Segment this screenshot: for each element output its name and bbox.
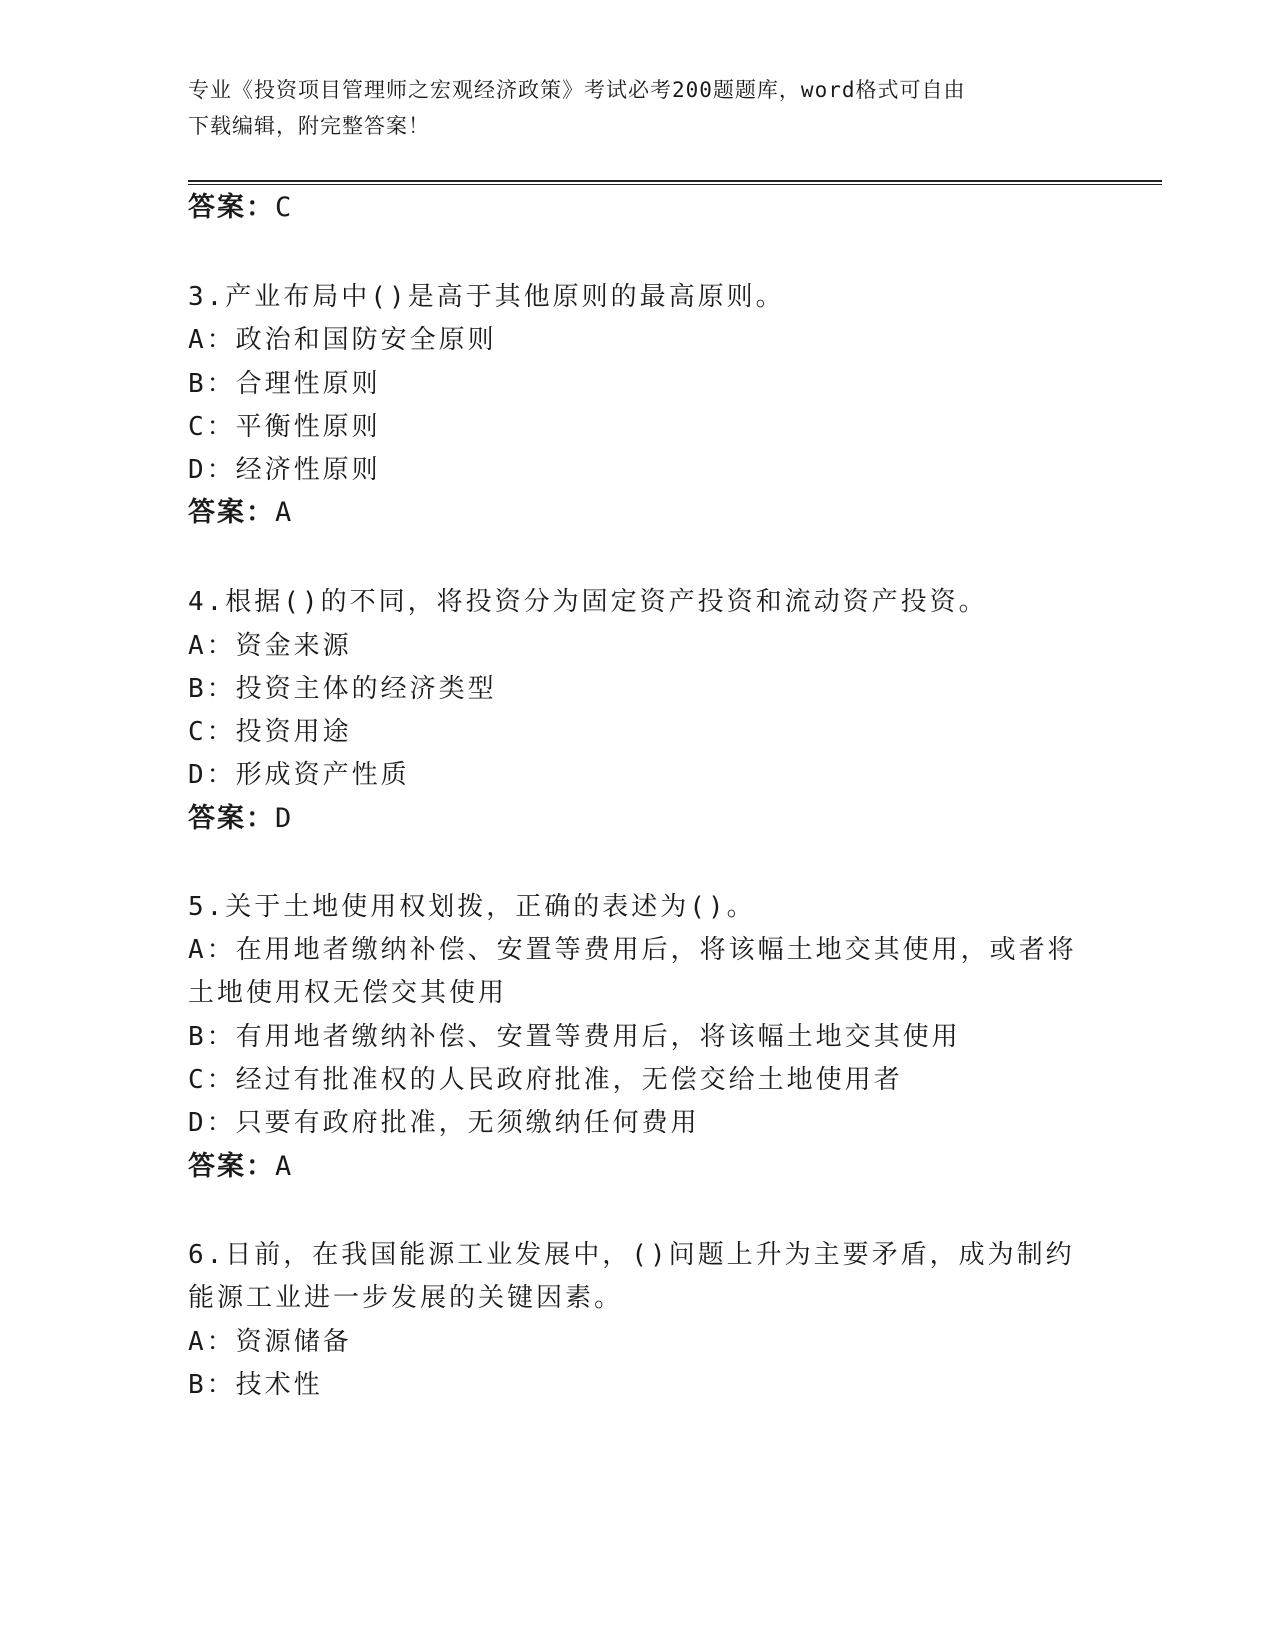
question-5-option-a: A：在用地者缴纳补偿、安置等费用后，将该幅土地交其使用，或者将 xyxy=(188,935,1077,965)
question-4-stem: 4.根据()的不同，将投资分为固定资产投资和流动资产投资。 xyxy=(188,587,988,617)
answer-label: 答案： xyxy=(188,1151,275,1182)
question-5-option-a-cont: 土地使用权无偿交其使用 xyxy=(188,978,508,1008)
question-4-option-c: C：投资用途 xyxy=(188,717,352,747)
answer-value: C xyxy=(275,192,294,223)
answer-label: 答案： xyxy=(188,497,275,528)
header-divider-thin xyxy=(188,184,1162,185)
question-6-stem-cont: 能源工业进一步发展的关键因素。 xyxy=(188,1283,624,1313)
answer-value: A xyxy=(275,1151,294,1182)
question-6-option-a: A：资源储备 xyxy=(188,1327,352,1357)
answer-label: 答案： xyxy=(188,803,275,834)
document-header xyxy=(188,72,1088,144)
question-3-option-a: A：政治和国防安全原则 xyxy=(188,325,497,355)
header-line-1: 专业《投资项目管理师之宏观经济政策》考试必考200题题库，word格式可自由 xyxy=(188,78,966,102)
header-divider xyxy=(188,180,1162,182)
question-5-option-b: B：有用地者缴纳补偿、安置等费用后，将该幅土地交其使用 xyxy=(188,1022,961,1052)
question-3-stem: 3.产业布局中()是高于其他原则的最高原则。 xyxy=(188,282,785,312)
answer-value: D xyxy=(275,803,294,834)
question-6-stem: 6.日前，在我国能源工业发展中，()问题上升为主要矛盾，成为制约 xyxy=(188,1240,1075,1270)
question-4-option-a: A：资金来源 xyxy=(188,631,352,661)
answer-q3 xyxy=(188,491,293,535)
answer-q5 xyxy=(188,1145,293,1189)
question-5-stem: 5.关于土地使用权划拨，正确的表述为()。 xyxy=(188,892,756,922)
question-5-option-d: D：只要有政府批准，无须缴纳任何费用 xyxy=(188,1108,700,1138)
question-3-option-d: D：经济性原则 xyxy=(188,455,381,485)
question-6-option-b: B：技术性 xyxy=(188,1370,323,1400)
question-3-option-c: C：平衡性原则 xyxy=(188,412,381,442)
answer-label: 答案： xyxy=(188,192,275,223)
question-4-option-d: D：形成资产性质 xyxy=(188,760,410,790)
question-3-option-b: B：合理性原则 xyxy=(188,369,381,399)
answer-value: A xyxy=(275,497,294,528)
answer-q2 xyxy=(188,186,293,230)
header-line-2: 下载编辑，附完整答案！ xyxy=(188,114,430,138)
question-4-option-b: B：投资主体的经济类型 xyxy=(188,674,497,704)
answer-q4 xyxy=(188,797,293,841)
question-5-option-c: C：经过有批准权的人民政府批准，无偿交给土地使用者 xyxy=(188,1065,903,1095)
